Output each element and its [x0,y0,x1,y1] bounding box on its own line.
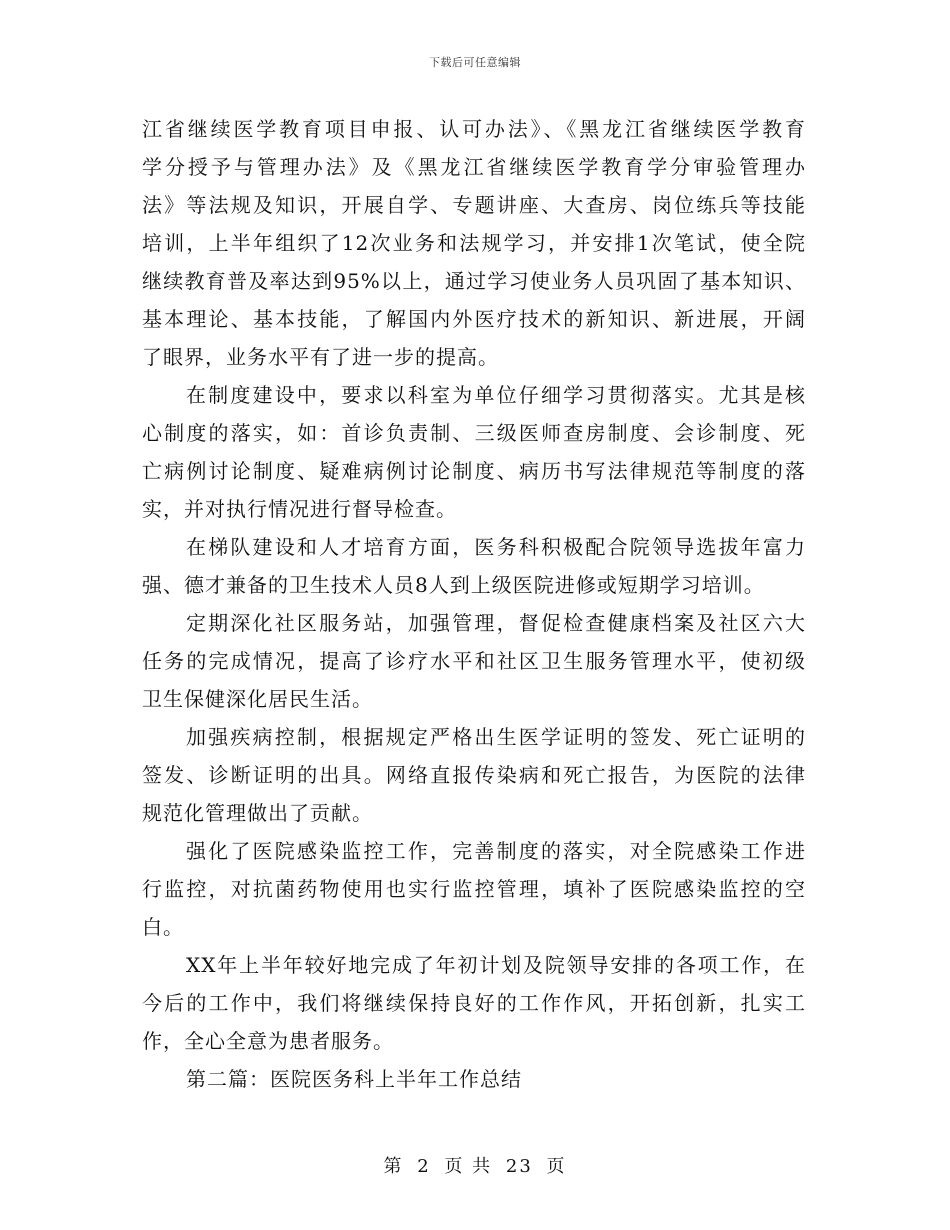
text-line: 行监控，对抗菌药物使用也实行监控管理，填补了医院感染监控的空 [142,877,806,901]
text-line: 基本理论、基本技能，了解国内外医疗技术的新知识、新进展，开阔 [142,307,806,331]
text-line: 法》等法规及知识，开展自学、专题讲座、大查房、岗位练兵等技能 [142,193,806,217]
page-number: 2 [417,1156,431,1177]
text-line: 作，全心全意为患者服务。 [142,1029,394,1053]
paragraph-3 [142,528,806,604]
text-line: XX年上半年较好地完成了年初计划及院领导安排的各项工作，在 [186,953,806,977]
text-line: 亡病例讨论制度、疑难病例讨论制度、病历书写法律规范等制度的落 [142,459,806,483]
text-line: 继续教育普及率达到95%以上，通过学习使业务人员巩固了基本知识、 [142,269,806,293]
page-middle: 页 共 [444,1156,493,1177]
text-line: 实，并对执行情况进行督导检查。 [142,497,457,521]
text-line: 心制度的落实，如：首诊负责制、三级医师查房制度、会诊制度、死 [142,421,806,445]
text-line: 加强疾病控制，根据规定严格出生医学证明的签发、死亡证明的 [186,725,806,749]
page-header: 下载后可任意编辑 [429,56,521,69]
paragraph-5 [142,718,806,832]
text-line: 强、德才兼备的卫生技术人员8人到上级医院进修或短期学习培训。 [142,573,765,597]
text-line: 江省继续医学教育项目申报、认可办法》、《黑龙江省继续医学教育 [142,117,806,141]
text-line: 今后的工作中，我们将继续保持良好的工作作风，开拓创新，扎实工 [142,991,806,1015]
text-line: 规范化管理做出了贡献。 [142,801,373,825]
text-line: 卫生保健深化居民生活。 [142,687,373,711]
paragraph-1 [142,110,806,376]
text-line: 定期深化社区服务站，加强管理，督促检查健康档案及社区六大 [186,611,806,635]
text-line: 培训，上半年组织了12次业务和法规学习，并安排1次笔试，使全院 [142,231,806,255]
text-line: 学分授予与管理办法》及《黑龙江省继续医学教育学分审验管理办 [142,155,806,179]
document-body [142,110,806,1098]
text-line: 强化了医院感染监控工作，完善制度的落实，对全院感染工作进 [186,839,806,863]
text-line: 签发、诊断证明的出具。网络直报传染病和死亡报告，为医院的法律 [142,763,806,787]
page-total: 23 [505,1156,533,1177]
page-prefix: 第 [383,1156,404,1177]
paragraph-6 [142,832,806,946]
section-title: 第二篇：医院医务科上半年工作总结 [186,1067,522,1091]
section-heading [142,1060,806,1098]
paragraph-7 [142,946,806,1060]
text-line: 任务的完成情况，提高了诊疗水平和社区卫生服务管理水平，使初级 [142,649,806,673]
page-footer [0,1152,950,1178]
paragraph-4 [142,604,806,718]
text-line: 白。 [142,915,184,939]
paragraph-2 [142,376,806,528]
text-line: 在梯队建设和人才培育方面，医务科积极配合院领导选拔年富力 [186,535,806,559]
page-suffix: 页 [546,1156,567,1177]
text-line: 了眼界，业务水平有了进一步的提高。 [142,345,499,369]
text-line: 在制度建设中，要求以科室为单位仔细学习贯彻落实。尤其是核 [186,383,806,407]
